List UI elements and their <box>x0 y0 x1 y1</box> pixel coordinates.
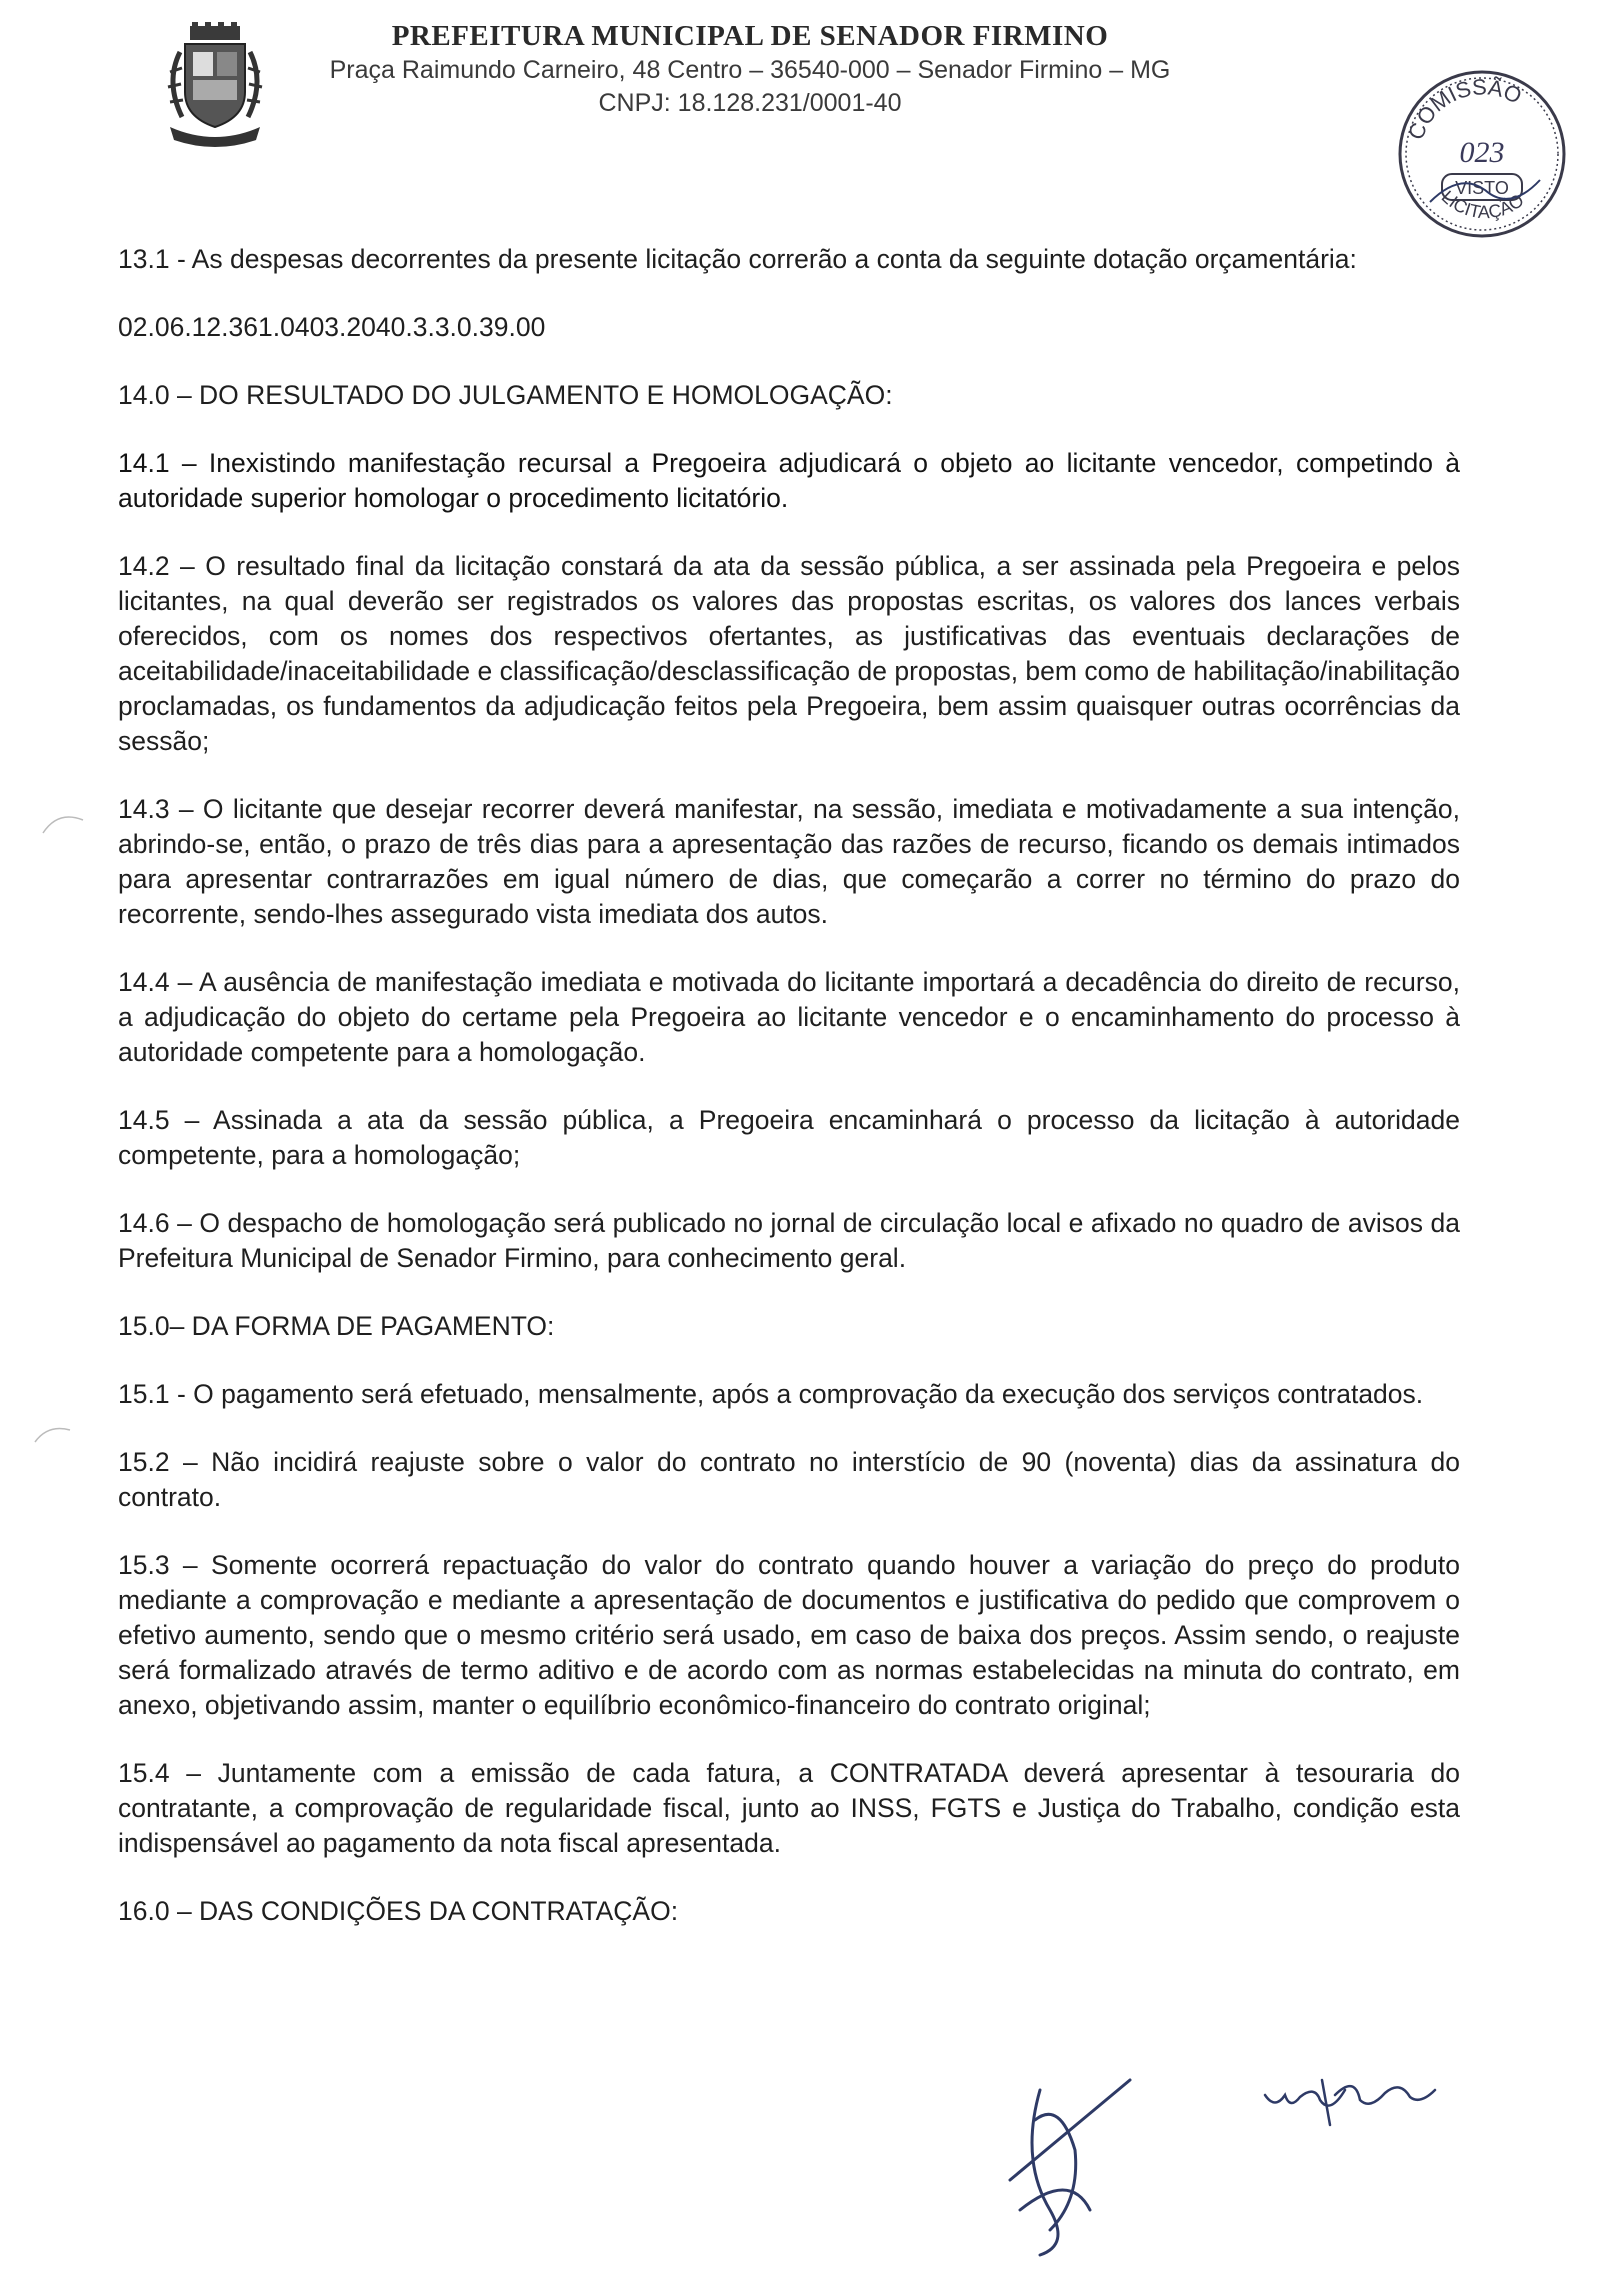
paragraph-15-3: 15.3 – Somente ocorrerá repactuação do valor do contrato quando houver a variação do preço do produto mediante a comprovação e mediante a apresentação de documentos e justificativa do pedido que comprovem o efetivo aumento, sendo que o mesmo critério será usado, em caso de baixa dos preços. Assim sendo, o reajuste será formalizado através de termo aditivo e de acordo com as normas estabelecidas na minuta do contrato, em anexo, objetivando assim, manter o equilíbrio econômico-financeiro do contrato original; <box>118 1550 1460 1720</box>
paragraph-15-1: 15.1 - O pagamento será efetuado, mensalmente, após a comprovação da execução dos serviços contratados. <box>118 1379 1424 1409</box>
organization-name: PREFEITURA MUNICIPAL DE SENADOR FIRMINO <box>391 20 1109 52</box>
budget-allocation-code: 02.06.12.361.0403.2040.3.3.0.39.00 <box>118 312 546 342</box>
organization-cnpj: CNPJ: 18.128.231/0001-40 <box>598 89 902 117</box>
stamp-visto: VISTO <box>1455 178 1509 198</box>
signature-mark <box>1260 2055 1440 2135</box>
document-body <box>118 242 1460 1962</box>
paragraph-14-6: 14.6 – O despacho de homologação será publicado no jornal de circulação local e afixado no quadro de avisos da Prefeitura Municipal de Senador Firmino, para conhecimento geral. <box>118 1208 1460 1273</box>
paragraph-15-2: 15.2 – Não incidirá reajuste sobre o valor do contrato no interstício de 90 (noventa) dias da assinatura do contrato. <box>118 1447 1460 1512</box>
paragraph-13-1: 13.1 - As despesas decorrentes da presente licitação correrão a conta da seguinte dotação orçamentária: <box>118 244 1357 274</box>
section-heading-16: 16.0 – DAS CONDIÇÕES DA CONTRATAÇÃO: <box>118 1896 679 1926</box>
scan-margin-mark <box>30 1420 80 1450</box>
signature-mark <box>980 2060 1140 2260</box>
section-heading-15: 15.0– DA FORMA DE PAGAMENTO: <box>118 1311 555 1341</box>
stamp-bottom-text: LICITAÇÃO <box>1437 186 1528 223</box>
paragraph-14-5: 14.5 – Assinada a ata da sessão pública, a Pregoeira encaminhará o processo da licitação à autoridade competente, para a homologação; <box>118 1105 1460 1170</box>
municipal-crest-icon <box>160 22 270 152</box>
stamp-top-text: COMISSÃO <box>1402 74 1526 144</box>
stamp-number: 023 <box>1459 136 1505 169</box>
svg-text:COMISSÃO <box>1403 74 1526 143</box>
commission-stamp-icon <box>1390 62 1575 247</box>
paragraph-15-4: 15.4 – Juntamente com a emissão de cada fatura, a CONTRATADA deverá apresentar à tesouraria do contratante, a comprovação de regularidade fiscal, junto ao INSS, FGTS e Justiça do Trabalho, condição esta indispensável ao pagamento da nota fiscal apresentada. <box>118 1758 1460 1858</box>
paragraph-14-2: 14.2 – O resultado final da licitação constará da ata da sessão pública, a ser assinada pela Pregoeira e pelos licitantes, na qual deverão ser registrados os valores das propostas escritas, os valores dos lances verbais oferecidos, com os nomes dos respectivos ofertantes, as justificativas das eventuais declarações de aceitabilidade/inaceitabilidade e classificação/desclassificação de propostas, bem como de habilitação/inabilitação proclamadas, os fundamentos da adjudicação feitos pela Pregoeira, bem assim quaisquer outras ocorrências da sessão; <box>118 551 1461 756</box>
paragraph-14-4: 14.4 – A ausência de manifestação imediata e motivada do licitante importará a decadência do direito de recurso, a adjudicação do objeto do certame pela Pregoeira ao licitante vencedor e o encaminhamento do processo à autoridade competente para a homologação. <box>118 967 1460 1067</box>
paragraph-14-3: 14.3 – O licitante que desejar recorrer deverá manifestar, na sessão, imediata e motivadamente a sua intenção, abrindo-se, então, o prazo de três dias para a apresentação das razões de recurso, ficando os demais intimados para apresentar contrarrazões em igual número de dias, que começarão a correr no término do prazo do recorrente, sendo-lhes assegurado vista imediata dos autos. <box>118 794 1460 929</box>
letterhead <box>300 18 1200 120</box>
paragraph-14-1: 14.1 – Inexistindo manifestação recursal a Pregoeira adjudicará o objeto ao licitante vencedor, competindo à autoridade superior homologar o procedimento licitatório. <box>118 448 1460 513</box>
organization-address: Praça Raimundo Carneiro, 48 Centro – 36540-000 – Senador Firmino – MG <box>329 56 1171 84</box>
section-heading-14: 14.0 – DO RESULTADO DO JULGAMENTO E HOMOLOGAÇÃO: <box>118 380 893 410</box>
scan-margin-mark <box>38 808 88 838</box>
